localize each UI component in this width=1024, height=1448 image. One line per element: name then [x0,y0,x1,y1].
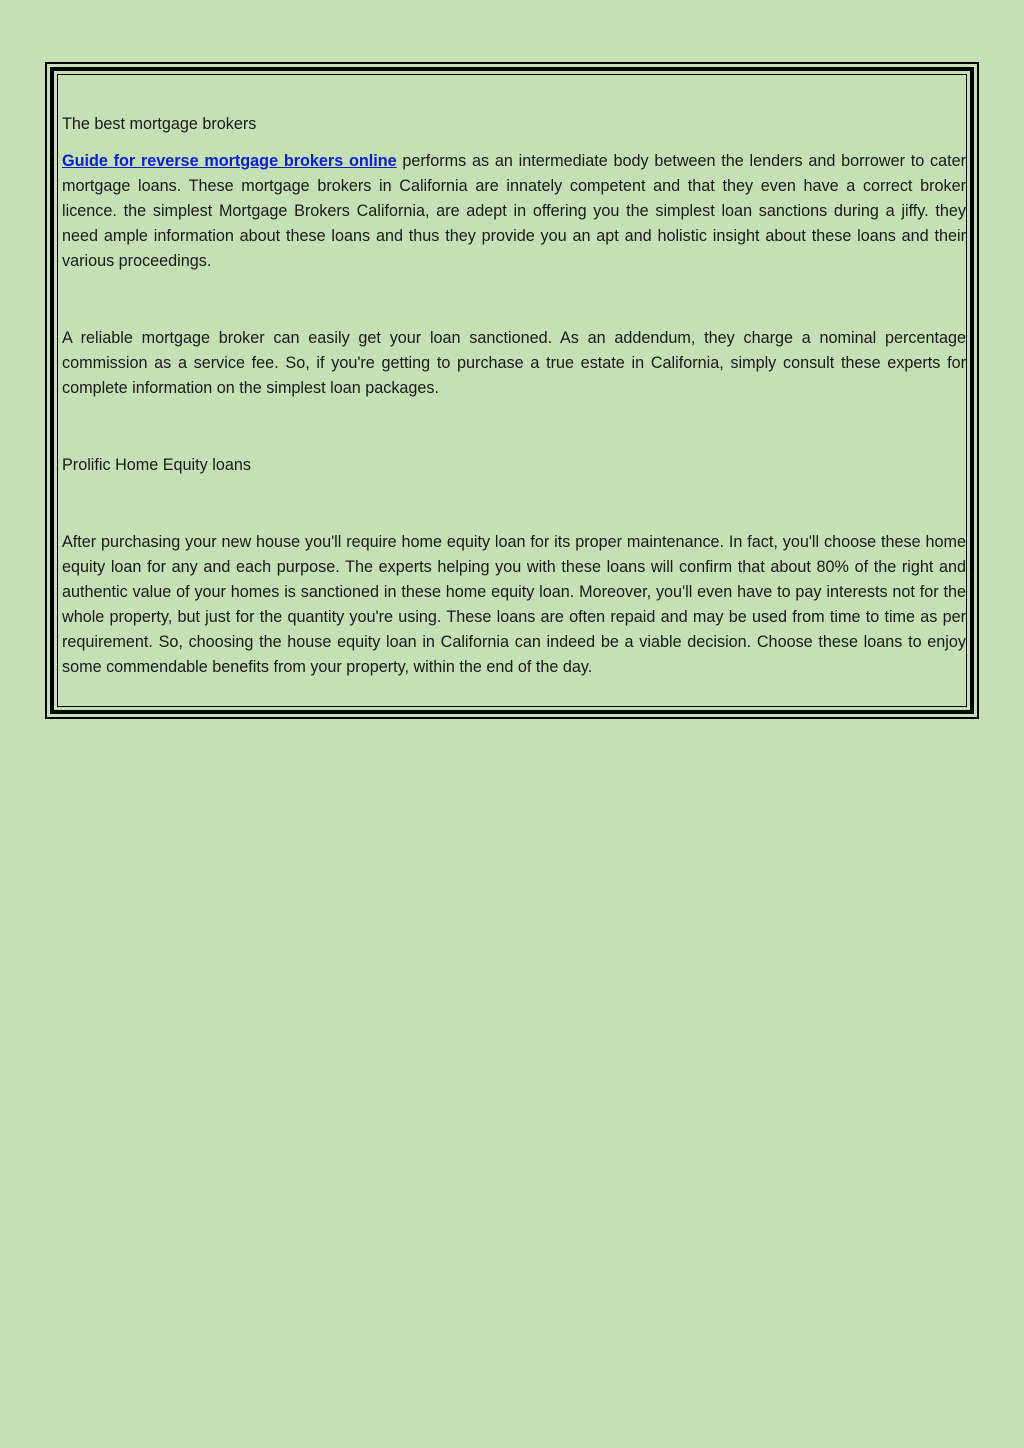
heading-best-mortgage-brokers: The best mortgage brokers [62,115,257,133]
paragraph-intro-text: performs as an intermediate body between the lenders and borrower to cater mortgage loans. These mortgage brokers in California are innately competent and that they even have a correct broker licence. the simplest Mortgage Brokers California, are adept in offering you the simplest loan sanctions during a jiffy. they need ample information about these loans and thus they provide you an apt and holistic insight about these loans and their various proceedings. [62,152,967,270]
paragraph-reliable-broker: A reliable mortgage broker can easily get your loan sanctioned. As an addendum, they charge a nominal percentage commission as a service fee. So, if you're getting to purchase a true estate in California, simply consult these experts for complete information on the simplest loan packages. [62,329,966,397]
paragraph-intro [62,149,966,274]
guide-reverse-mortgage-link[interactable]: Guide for reverse mortgage brokers online [62,152,397,170]
document-body [62,112,966,680]
heading-prolific-home-equity: Prolific Home Equity loans [62,456,251,474]
paragraph-home-equity: After purchasing your new house you'll require home equity loan for its proper maintenance. In fact, you'll choose these home equity loan for any and each purpose. The experts helping you with these loans will confirm that about 80% of the right and authentic value of your homes is sanctioned in these home equity loan. Moreover, you'll even have to pay interests not for the whole property, but just for the quantity you're using. These loans are often repaid and may be used from time to time as per requirement. So, choosing the house equity loan in California can indeed be a viable decision. Choose these loans to enjoy some commendable benefits from your property, within the end of the day. [62,533,966,676]
